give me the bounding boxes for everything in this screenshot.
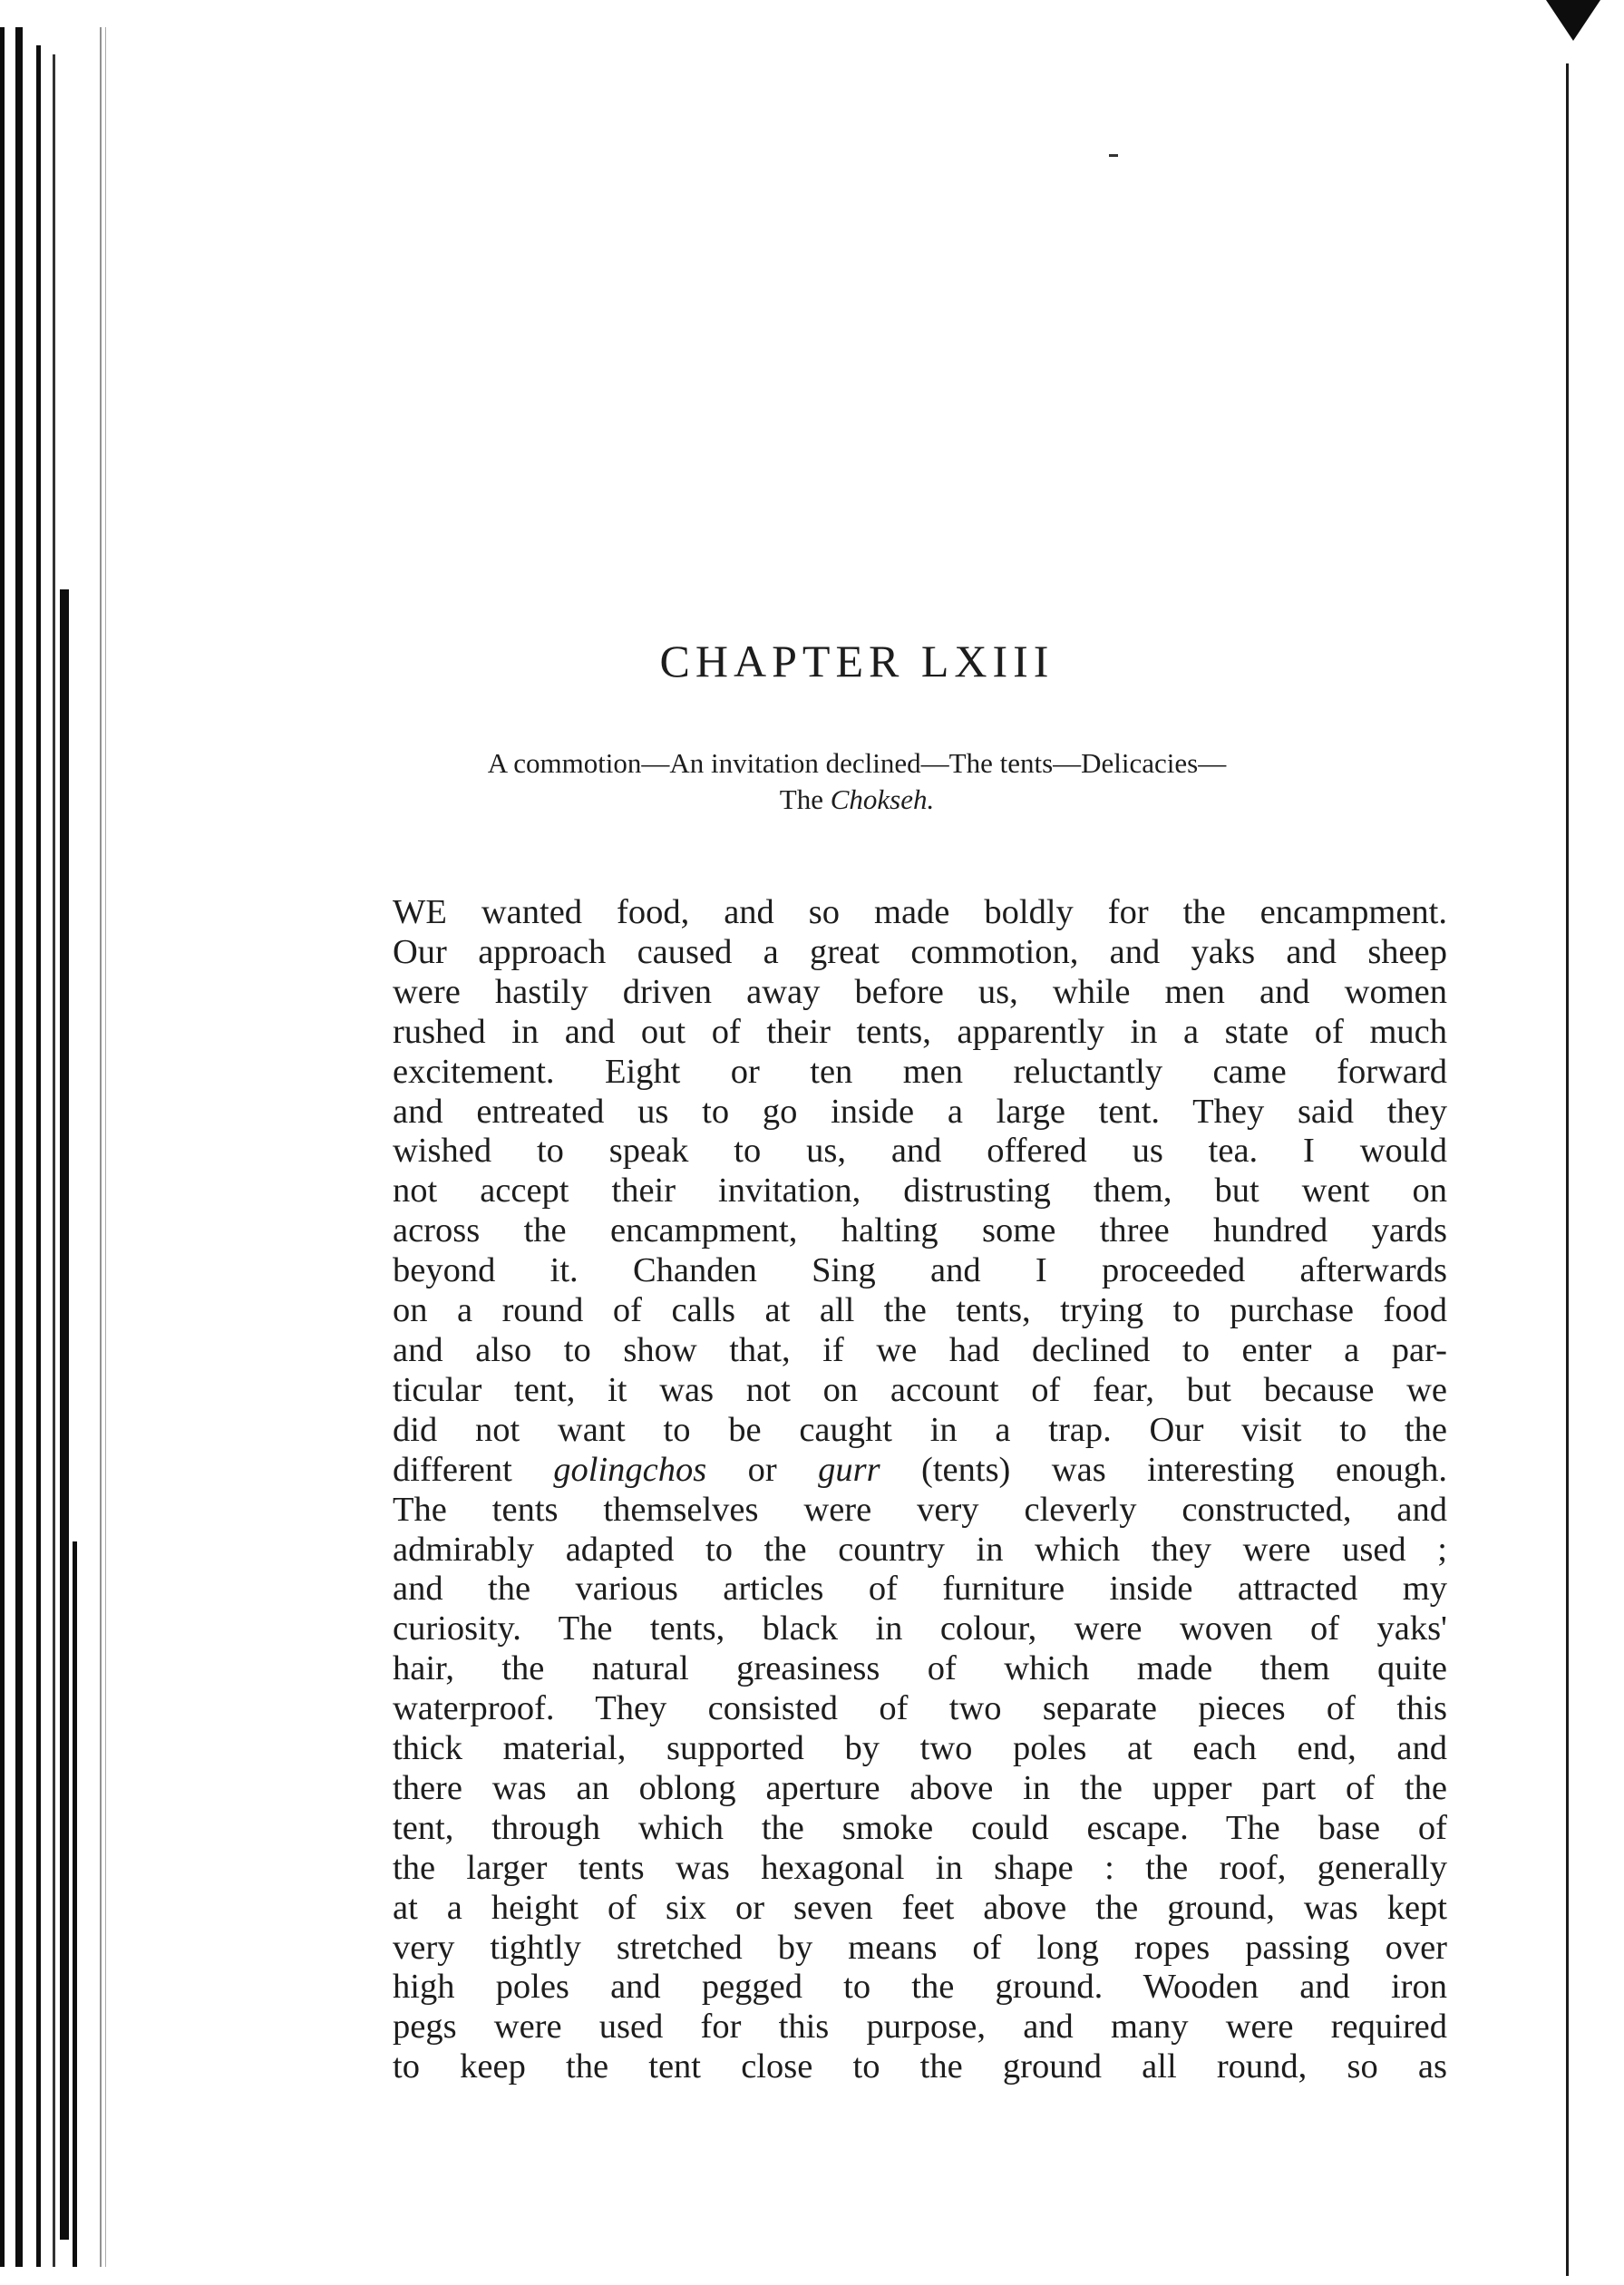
scan-corner-mark xyxy=(1546,0,1600,41)
body-paragraph xyxy=(393,893,1447,2087)
text-line: wished to speak to us, and offered us tea. I would xyxy=(393,1132,1447,1171)
text-line: on a round of calls at all the tents, trying to purchase food xyxy=(393,1291,1447,1330)
scan-binding-edge xyxy=(100,27,102,2267)
line-segment: or xyxy=(706,1450,819,1489)
scan-speck xyxy=(1109,154,1118,157)
text-line: across the encampment, halting some three hundred yards xyxy=(393,1211,1447,1250)
chapter-title: CHAPTER LXIII xyxy=(659,636,1055,686)
scan-binding-edge xyxy=(15,27,23,2267)
text-line xyxy=(393,893,1447,933)
scan-binding-edge xyxy=(60,589,69,2240)
text-line: rushed in and out of their tents, apparently in a state of much xyxy=(393,1012,1447,1051)
drop-word: WE xyxy=(393,893,447,931)
text-line: the larger tents was hexagonal in shape : the roof, generally xyxy=(393,1848,1447,1887)
text-line: and entreated us to go inside a large tent. They said they xyxy=(393,1092,1447,1131)
text-line: thick material, supported by two poles at each end, and xyxy=(393,1729,1447,1768)
text-line: ticular tent, it was not on account of fear, but because we xyxy=(393,1370,1447,1409)
scan-right-edge xyxy=(1566,63,1569,2276)
text-line: and the various articles of furniture inside attracted my xyxy=(393,1570,1447,1609)
text-line xyxy=(393,1451,1447,1491)
italic-term: gurr xyxy=(818,1450,880,1489)
text-line: pegs were used for this purpose, and many were required xyxy=(393,2008,1447,2047)
scan-binding-edge xyxy=(53,54,55,2267)
line-segment: different xyxy=(393,1450,554,1489)
first-line-rest: wanted food, and so made boldly for the encampment. xyxy=(446,893,1447,931)
synopsis-prefix: The xyxy=(779,783,831,815)
text-line: curiosity. The tents, black in colour, were woven of yaks' xyxy=(393,1609,1447,1648)
text-line: waterproof. They consisted of two separate pieces of this xyxy=(393,1689,1447,1728)
text-line: were hastily driven away before us, while men and women xyxy=(393,972,1447,1011)
text-line: The tents themselves were very cleverly constructed, and xyxy=(393,1490,1447,1529)
text-line: very tightly stretched by means of long ropes passing over xyxy=(393,1928,1447,1967)
text-line: hair, the natural greasiness of which made them quite xyxy=(393,1649,1447,1688)
text-line: did not want to be caught in a trap. Our visit to the xyxy=(393,1410,1447,1449)
text-line: to keep the tent close to the ground all round, so as xyxy=(393,2047,1447,2086)
text-line: at a height of six or seven feet above the ground, was kept xyxy=(393,1888,1447,1927)
chapter-synopsis xyxy=(390,745,1324,818)
text-line: there was an oblong aperture above in the upper part of the xyxy=(393,1768,1447,1807)
text-line: not accept their invitation, distrusting them, but went on xyxy=(393,1172,1447,1211)
text-line: high poles and pegged to the ground. Wooden and iron xyxy=(393,1968,1447,2007)
text-line: tent, through which the smoke could escape. The base of xyxy=(393,1808,1447,1847)
text-line: and also to show that, if we had declined to enter a par- xyxy=(393,1330,1447,1369)
scan-binding-edge xyxy=(73,1541,77,2267)
text-line: beyond it. Chanden Sing and I proceeded afterwards xyxy=(393,1251,1447,1290)
synopsis-italic-term: Chokseh. xyxy=(830,783,935,815)
text-line: excitement. Eight or ten men reluctantly came forward xyxy=(393,1052,1447,1091)
line-segment: (tents) was interesting enough. xyxy=(880,1450,1447,1489)
synopsis-line xyxy=(390,782,1324,818)
scan-binding-edge xyxy=(105,27,106,2267)
text-line: admirably adapted to the country in which they were used ; xyxy=(393,1530,1447,1569)
scan-binding-edge xyxy=(0,27,5,2267)
synopsis-line: A commotion—An invitation declined—The tents—Delicacies— xyxy=(487,747,1227,779)
text-line: Our approach caused a great commotion, and yaks and sheep xyxy=(393,932,1447,971)
scan-binding-edge xyxy=(36,45,41,2267)
italic-term: golingchos xyxy=(553,1450,707,1489)
